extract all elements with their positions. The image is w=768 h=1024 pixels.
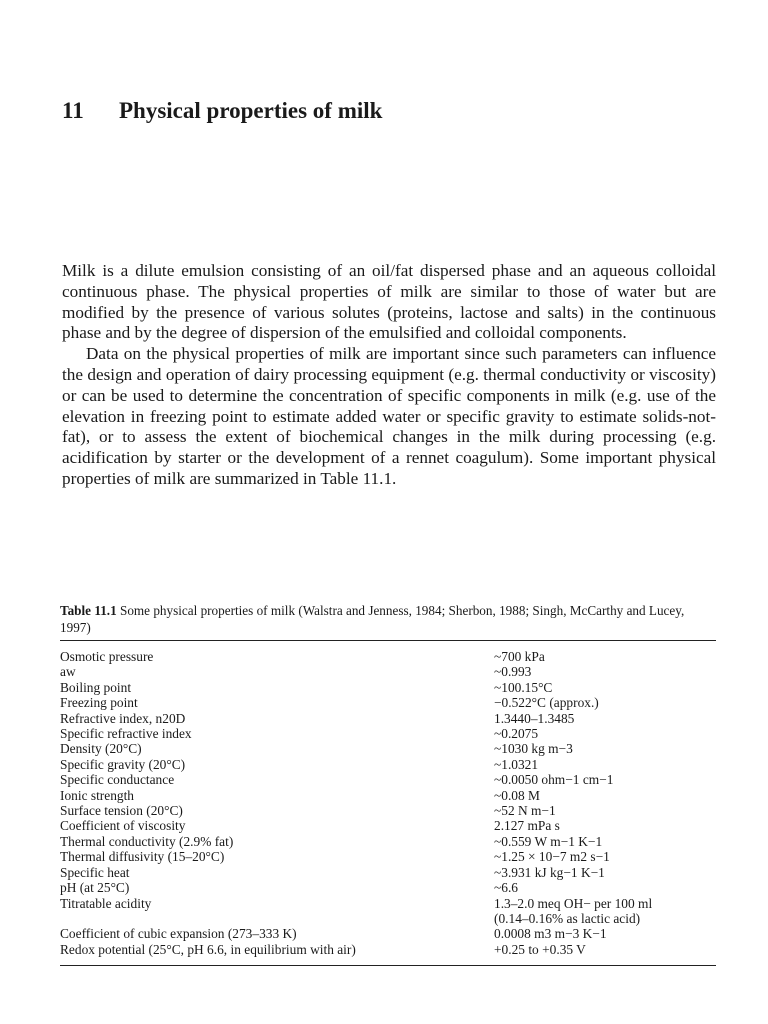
table-row xyxy=(60,741,716,756)
table-row xyxy=(60,772,716,787)
property-name: Surface tension (20°C) xyxy=(60,803,183,819)
property-value: 0.0008 m3 m−3 K−1 xyxy=(494,926,607,942)
properties-table xyxy=(60,649,716,957)
property-name: Ionic strength xyxy=(60,787,135,803)
property-name: Redox potential (25°C, pH 6.6, in equilibrium with air) xyxy=(60,941,356,957)
table-row xyxy=(60,896,716,911)
property-value: ~0.993 xyxy=(494,664,532,680)
property-name: Specific heat xyxy=(60,864,130,880)
table-row xyxy=(60,803,716,818)
property-name: Osmotic pressure xyxy=(60,649,154,664)
table-row xyxy=(60,757,716,772)
property-value: (0.14–0.16% as lactic acid) xyxy=(494,910,641,926)
property-name: Specific conductance xyxy=(60,772,175,788)
table-row xyxy=(60,926,716,941)
table-caption xyxy=(60,602,716,636)
chapter-number: 11 xyxy=(62,98,84,123)
property-name: Coefficient of viscosity xyxy=(60,818,186,834)
table-row xyxy=(60,695,716,710)
table-caption-text: Some physical properties of milk (Walstra and Jenness, 1984; Sherbon, 1988; Singh, McCarthy and Lucey, 1997) xyxy=(60,603,685,635)
property-value: ~1.25 × 10−7 m2 s−1 xyxy=(494,849,610,865)
property-name: Thermal conductivity (2.9% fat) xyxy=(60,833,234,849)
table-label: Table 11.1 xyxy=(60,603,117,618)
table-row xyxy=(60,788,716,803)
property-value: ~0.559 W m−1 K−1 xyxy=(494,833,603,849)
property-value: ~0.08 M xyxy=(494,787,540,803)
table-row xyxy=(60,911,716,926)
property-name: aw xyxy=(60,664,76,680)
chapter-heading xyxy=(62,98,382,124)
property-value: 2.127 mPa s xyxy=(494,818,560,834)
table-row xyxy=(60,849,716,864)
paragraph: Data on the physical properties of milk are important since such parameters can influence the design and operation of dairy processing equipment (e.g. thermal conductivity or viscosity) or can be used to determine the concentration of specific components in milk (e.g. use of the elevation in freezing point to estimate added water or specific gravity to estimate solids-not-fat), or to assess the extent of biochemical changes in the milk during processing (e.g. acidification by starter or the development of a rennet coagulum). Some important physical properties of milk are summarized in Table 11.1. xyxy=(62,344,716,488)
table-row xyxy=(60,880,716,895)
table-row xyxy=(60,942,716,957)
property-name: Specific gravity (20°C) xyxy=(60,756,186,772)
property-name: Coefficient of cubic expansion (273–333 K) xyxy=(60,926,297,942)
property-name xyxy=(60,911,494,926)
property-value: ~700 kPa xyxy=(494,649,545,664)
property-name: Titratable acidity xyxy=(60,895,152,911)
table-row xyxy=(60,680,716,695)
body-text xyxy=(62,261,716,490)
table-row xyxy=(60,649,716,664)
property-name: Density (20°C) xyxy=(60,741,142,757)
table-row xyxy=(60,726,716,741)
chapter-title: Physical properties of milk xyxy=(119,98,383,123)
property-value: ~0.2075 xyxy=(494,726,539,742)
property-value: ~100.15°C xyxy=(494,679,553,695)
table-top-rule xyxy=(60,640,716,641)
property-name: Boiling point xyxy=(60,679,132,695)
property-name: Freezing point xyxy=(60,695,138,711)
property-value: +0.25 to +0.35 V xyxy=(494,941,586,957)
property-name: pH (at 25°C) xyxy=(60,880,130,896)
property-value: ~52 N m−1 xyxy=(494,803,556,819)
property-value: −0.522°C (approx.) xyxy=(494,695,599,711)
property-value: ~6.6 xyxy=(494,880,518,896)
property-value: ~1.0321 xyxy=(494,756,539,772)
property-value: ~0.0050 ohm−1 cm−1 xyxy=(494,772,614,788)
table-row xyxy=(60,711,716,726)
property-name: Specific refractive index xyxy=(60,726,192,742)
property-value: 1.3440–1.3485 xyxy=(494,710,575,726)
table-row xyxy=(60,664,716,679)
paragraph: Milk is a dilute emulsion consisting of an oil/fat dispersed phase and an aqueous colloidal continuous phase. The physical properties of milk are similar to those of water but are modified by the presence of various solutes (proteins, lactose and salts) in the continuous phase and by the degree of dispersion of the emulsified and colloidal components. xyxy=(62,261,716,343)
property-name: Refractive index, n20D xyxy=(60,710,186,726)
table-bottom-rule xyxy=(60,965,716,966)
table-row xyxy=(60,834,716,849)
property-value: ~3.931 kJ kg−1 K−1 xyxy=(494,864,605,880)
property-value: 1.3–2.0 meq OH− per 100 ml xyxy=(494,895,653,911)
property-value: ~1030 kg m−3 xyxy=(494,741,573,757)
table-row xyxy=(60,818,716,833)
property-name: Thermal diffusivity (15–20°C) xyxy=(60,849,225,865)
table-row xyxy=(60,865,716,880)
